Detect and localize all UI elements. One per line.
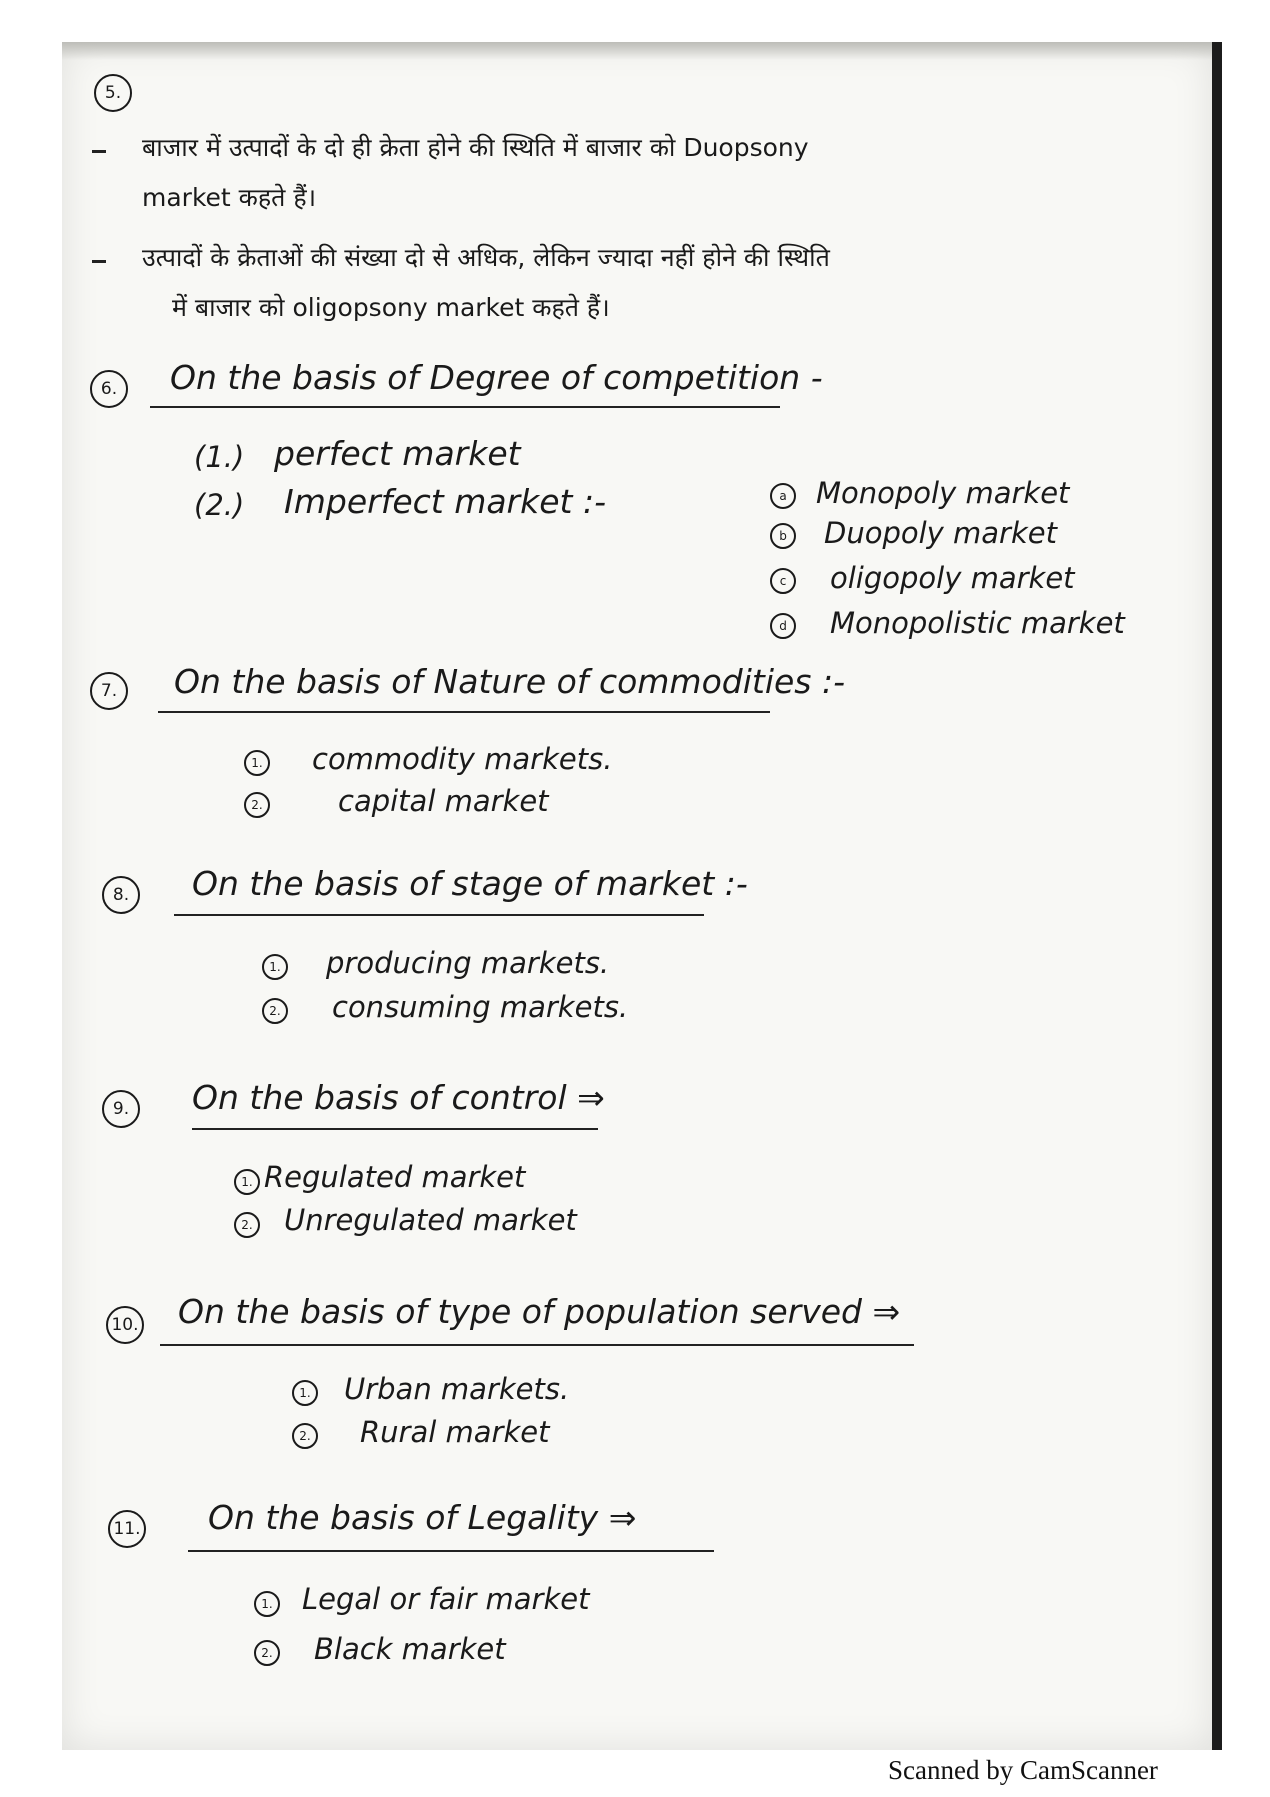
sub-marker: a	[770, 483, 796, 509]
item-marker: 1.	[244, 750, 270, 776]
list-item: Unregulated market	[284, 1203, 577, 1237]
item-marker: 2.	[254, 1640, 280, 1666]
sub-item: Monopoly market	[816, 476, 1070, 510]
heading-underline	[150, 406, 780, 408]
bullet-dash	[92, 260, 106, 263]
list-item: producing markets.	[326, 946, 610, 980]
heading-underline	[160, 1344, 914, 1346]
list-item: commodity markets.	[312, 742, 613, 776]
section-heading: On the basis of type of population served ⇒	[178, 1292, 901, 1331]
sub-marker: d	[770, 613, 796, 639]
section-number-5: 5.	[94, 74, 132, 112]
section-number-9: 9.	[102, 1090, 140, 1128]
list-item: Legal or fair market	[302, 1582, 590, 1616]
list-item: perfect market	[274, 434, 521, 473]
heading-underline	[174, 914, 704, 916]
list-item: Imperfect market :-	[284, 482, 606, 521]
list-item: Rural market	[360, 1415, 550, 1449]
section-heading: On the basis of stage of market :-	[192, 864, 748, 903]
item-marker: 2.	[262, 998, 288, 1024]
list-item: Black market	[314, 1632, 506, 1666]
bullet-dash	[92, 150, 106, 153]
list-item: Urban markets.	[344, 1372, 570, 1406]
section-number-8: 8.	[102, 876, 140, 914]
scanned-page	[62, 42, 1222, 1750]
item-marker: 1.	[254, 1591, 280, 1617]
heading-underline	[192, 1128, 598, 1130]
item-marker: 1.	[234, 1169, 260, 1195]
list-item: capital market	[338, 784, 549, 818]
item-marker: 1.	[262, 954, 288, 980]
heading-underline	[188, 1550, 714, 1552]
sub-item: Duopoly market	[824, 516, 1057, 550]
list-item: consuming markets.	[332, 990, 629, 1024]
section-number-7: 7.	[90, 672, 128, 710]
section-number-6: 6.	[90, 370, 128, 408]
sub-item: oligopoly market	[830, 561, 1075, 595]
hindi-line: market कहते हैं।	[142, 183, 317, 212]
item-marker: 2.	[234, 1212, 260, 1238]
section-heading: On the basis of Degree of competition -	[170, 358, 823, 397]
section-heading: On the basis of control ⇒	[192, 1078, 605, 1117]
heading-underline	[158, 711, 770, 713]
section-heading: On the basis of Legality ⇒	[208, 1498, 637, 1537]
list-item: Regulated market	[264, 1160, 526, 1194]
sub-item: Monopolistic market	[830, 606, 1125, 640]
hindi-line: उत्पादों के क्रेताओं की संख्या दो से अधिक, लेकिन ज्यादा नहीं होने की स्थिति	[142, 243, 830, 272]
section-heading: On the basis of Nature of commodities :-	[174, 662, 846, 701]
item-marker: 2.	[292, 1423, 318, 1449]
item-marker: (2.)	[194, 488, 245, 522]
sub-marker: b	[770, 523, 796, 549]
section-number-10: 10.	[106, 1306, 144, 1344]
item-marker: 1.	[292, 1380, 318, 1406]
sub-marker: c	[770, 568, 796, 594]
item-marker: (1.)	[194, 440, 245, 474]
section-number-11: 11.	[108, 1510, 146, 1548]
item-marker: 2.	[244, 792, 270, 818]
hindi-line: बाजार में उत्पादों के दो ही क्रेता होने की स्थिति में बाजार को Duopsony	[142, 133, 809, 162]
scanner-watermark: Scanned by CamScanner	[888, 1755, 1158, 1785]
hindi-line: में बाजार को oligopsony market कहते हैं।	[172, 293, 610, 322]
